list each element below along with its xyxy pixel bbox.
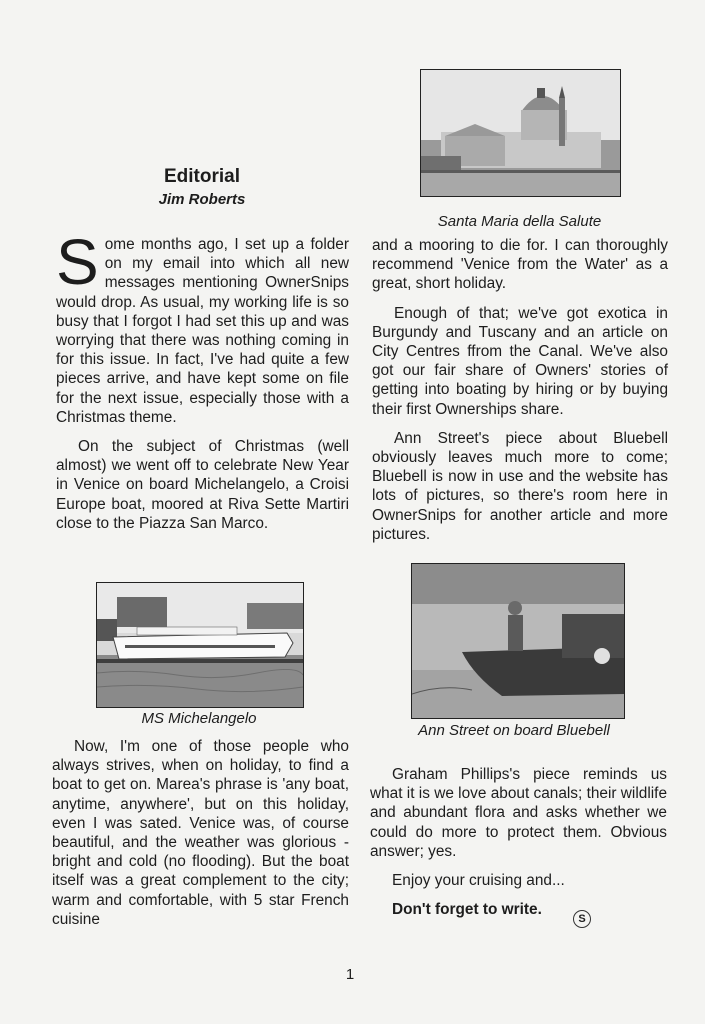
paragraph-enjoy-cruising: Enjoy your cruising and...	[392, 872, 565, 890]
paragraph-graham-phillips: Graham Phillips's piece reminds us what it is we love about canals; their wildlife and abundant flora and asks whether we could do more to protect them. Obvious answer; yes.	[370, 766, 667, 860]
paragraph-holiday: Now, I'm one of those people who always strives, when on holiday, to find a boat to get on. Marea's phrase is 'any boat, anytime, anywhere', but on this holiday, even I was sated. Venice was, of course beautiful, and the weather was glorious - bright and cold (no flooding). But the boat itself was a great complement to the city; warm and comfortable, with 5 star French cuisine	[52, 738, 349, 928]
photo-ann-street-bluebell	[411, 563, 625, 719]
paragraph-bluebell: Ann Street's piece about Bluebell obviously leaves much more to come; Bluebell is now in use and the website has lots of pictures, so there's room here in OwnerSnips for another article and more pictures.	[372, 429, 668, 543]
paragraph-exotica: Enough of that; we've got exotica in Burgundy and Tuscany and an article on City Centres ffrom the Canal. We've also got our fair share of Owners' stories of getting into boating by hiring or by buying their first Ownerships share.	[372, 304, 668, 418]
editorial-author: Jim Roberts	[158, 191, 246, 208]
drop-cap: S	[56, 226, 99, 298]
paragraph-venice-water: and a mooring to die for. I can thoroughly recommend 'Venice from the Water' as a great, short holiday.	[372, 237, 668, 293]
paragraph-intro: Some months ago, I set up a folder on my email into which all new messages mentioning OwnerSnips would drop. As usual, my working life is so busy that I forgot I had set this up and was worrying that there was nothing coming in for this issue. In fact, I've had quite a few pieces arrive, and have kept some on file for the next issue, especially those with a Christmas theme.	[56, 226, 349, 426]
ownersnips-logo: S	[573, 910, 591, 928]
editorial-column-left-bottom	[52, 737, 349, 929]
editorial-column-left-top	[56, 226, 349, 533]
caption-ann-street-bluebell: Ann Street on board Bluebell	[418, 722, 610, 739]
caption-santa-maria-della-salute: Santa Maria della Salute	[437, 213, 602, 230]
photo-ms-michelangelo	[96, 582, 304, 708]
caption-ms-michelangelo: MS Michelangelo	[141, 710, 257, 727]
paragraph-dont-forget: Don't forget to write.	[392, 901, 542, 919]
editorial-column-right-top	[372, 236, 668, 544]
paragraph-christmas: On the subject of Christmas (well almost) we went off to celebrate New Year in Venice on board Michelangelo, a Croisi Europe boat, moored at Riva Sette Martiri close to the Piazza San Marco.	[56, 438, 349, 532]
editorial-title: Editorial	[163, 166, 240, 187]
page-number: 1	[345, 966, 355, 983]
photo-santa-maria-della-salute	[420, 69, 621, 197]
editorial-column-right-bottom	[370, 765, 667, 919]
